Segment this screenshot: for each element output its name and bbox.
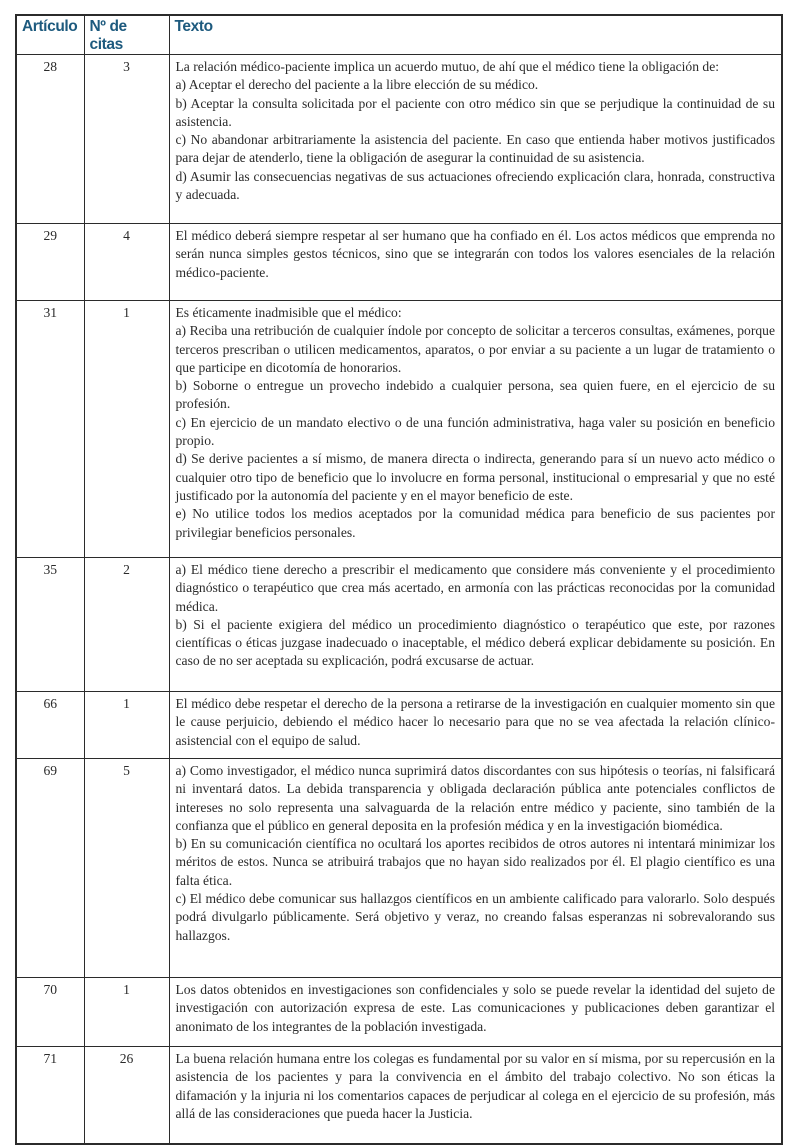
article-number: 66: [16, 692, 84, 759]
text-paragraph: c) No abandonar arbitrariamente la asistencia del paciente. En caso que entienda haber motivos justificados para dejar de atenderlo, tiene la obligación de asegurar la continuidad de su asistencia.: [175, 132, 775, 166]
article-text: [169, 1047, 782, 1144]
table-row: [16, 692, 782, 759]
article-text: [169, 55, 782, 224]
text-paragraph: d) Asumir las consecuencias negativas de sus actuaciones ofreciendo explicación clara, honrada, constructiva y adecuada.: [175, 168, 775, 203]
text-paragraph: c) En ejercicio de un mandato electivo o de una función administrativa, haga valer su posición en beneficio propio.: [175, 414, 775, 449]
table-row: [16, 301, 782, 558]
citation-count: 5: [84, 759, 169, 978]
table-row: [16, 55, 782, 224]
text-paragraph: El médico debe respetar el derecho de la persona a retirarse de la investigación en cualquier momento sin que le cause perjuicio, debiendo el médico hacer lo necesario para que no se vea afectada la relación clínico-asistencial con el equipo de salud.: [175, 696, 775, 748]
text-paragraph: b) Si el paciente exigiera del médico un procedimiento diagnóstico o terapéutico que este, por razones científicas o éticas juzgase inadecuado o inaceptable, el médico deberá explicar debidamente su posición. En caso de no ser aceptada su explicación, podrá excusarse de actuar.: [175, 616, 775, 669]
text-paragraph: El médico deberá siempre respetar al ser humano que ha confiado en él. Los actos médicos que emprenda no serán nunca simples gestos técnicos, sino que se integrarán con todos los valores esenciales de la relación médico-paciente.: [175, 228, 775, 280]
table-row: [16, 1047, 782, 1144]
article-number: 31: [16, 301, 84, 558]
citation-count: 26: [84, 1047, 169, 1144]
header-article: Artículo: [16, 15, 84, 55]
text-paragraph: La buena relación humana entre los colegas es fundamental por su valor en sí misma, por su repercusión en la asistencia de los pacientes y para la convivencia en el ámbito del trabajo colectivo. No son éticas la difamación y la injuria ni los comentarios capaces de perjudicar al colega en el ejercicio de su profesión, más allá de las consideraciones que pueda hacer la Justicia.: [175, 1051, 775, 1121]
text-paragraph: Los datos obtenidos en investigaciones son confidenciales y solo se puede revelar la identidad del sujeto de investigación con autorización expresa de este. Las comunicaciones y publicaciones deben garantizar el anonimato de los integrantes de la población investigada.: [175, 982, 775, 1034]
text-paragraph: Es éticamente inadmisible que el médico:: [175, 305, 402, 320]
text-paragraph: b) Soborne o entregue un provecho indebido a cualquier persona, sea quien fuere, en el ejercicio de su profesión.: [175, 378, 775, 412]
text-paragraph: a) Aceptar el derecho del paciente a la libre elección de su médico.: [175, 77, 539, 93]
table-body: [16, 55, 782, 1144]
table-header: [16, 15, 782, 55]
article-number: 69: [16, 759, 84, 978]
text-paragraph: b) En su comunicación científica no ocultará los aportes recibidos de otros autores ni intentará minimizar los méritos de estos. Nunca se atribuirá trabajos que no hayan sido realizados por él. El plagio científico es una falta ética.: [175, 836, 775, 888]
citation-count: 1: [84, 301, 169, 558]
citation-count: 3: [84, 55, 169, 224]
article-number: 29: [16, 224, 84, 301]
text-paragraph: a) El médico tiene derecho a prescribir el medicamento que considere más conveniente y el procedimiento diagnóstico o terapéutico que crea más acertado, en armonía con las prácticas reconocidas por la comunidad médica.: [175, 562, 775, 614]
header-text: Texto: [169, 15, 782, 55]
citation-count: 2: [84, 558, 169, 692]
table-row: [16, 224, 782, 301]
citation-count: 1: [84, 978, 169, 1047]
header-citations: Nº de citas: [84, 15, 169, 55]
table-row: [16, 759, 782, 978]
table-row: [16, 978, 782, 1047]
article-number: 71: [16, 1047, 84, 1144]
citations-table: [15, 14, 783, 1145]
article-text: [169, 224, 782, 301]
text-paragraph: La relación médico-paciente implica un acuerdo mutuo, de ahí que el médico tiene la obligación de:: [175, 59, 720, 74]
text-paragraph: a) Reciba una retribución de cualquier índole por concepto de solicitar a terceros consultas, exámenes, porque terceros prescriban o utilicen medicamentos, aparatos, o por enviar a su paciente a un lugar de tratamiento o que participe en dicotomía de honorarios.: [175, 323, 775, 375]
article-text: [169, 558, 782, 692]
text-paragraph: d) Se derive pacientes a sí mismo, de manera directa o indirecta, generando para sí un nuevo acto médico o cualquier otro tipo de beneficio que lo involucre en forma personal, institucional o empresarial y que no esté justificado por la autonomía del paciente y en el mayor beneficio de este.: [175, 451, 775, 503]
article-text: [169, 301, 782, 558]
article-number: 28: [16, 55, 84, 224]
text-paragraph: a) Como investigador, el médico nunca suprimirá datos discordantes con sus hipótesis o teorías, ni falsificará ni inventará datos. La debida transparencia y obligada declaración pública ante potenciales conflictos de intereses no solo representa una salvaguarda de la relación entre médico y paciente, sino también de la confianza que el público en general deposita en la profesión médica y en la investigación biomédica.: [175, 763, 775, 833]
text-paragraph: e) No utilice todos los medios aceptados por la comunidad médica para beneficio de sus pacientes por privilegiar beneficios personales.: [175, 506, 775, 540]
citation-count: 1: [84, 692, 169, 759]
article-text: [169, 692, 782, 759]
article-text: [169, 759, 782, 978]
text-paragraph: c) El médico debe comunicar sus hallazgos científicos en un ambiente calificado para valorarlo. Solo después podrá divulgarlo públicamente. Será objetivo y veraz, no creando falsas esperanzas ni sobrevalorando sus hallazgos.: [175, 891, 775, 943]
text-paragraph: b) Aceptar la consulta solicitada por el paciente con otro médico sin que se perjudique la continuidad de su asistencia.: [175, 95, 775, 129]
citation-count: 4: [84, 224, 169, 301]
table-row: [16, 558, 782, 692]
article-number: 35: [16, 558, 84, 692]
article-number: 70: [16, 978, 84, 1047]
article-text: [169, 978, 782, 1047]
header-row: [16, 15, 782, 55]
